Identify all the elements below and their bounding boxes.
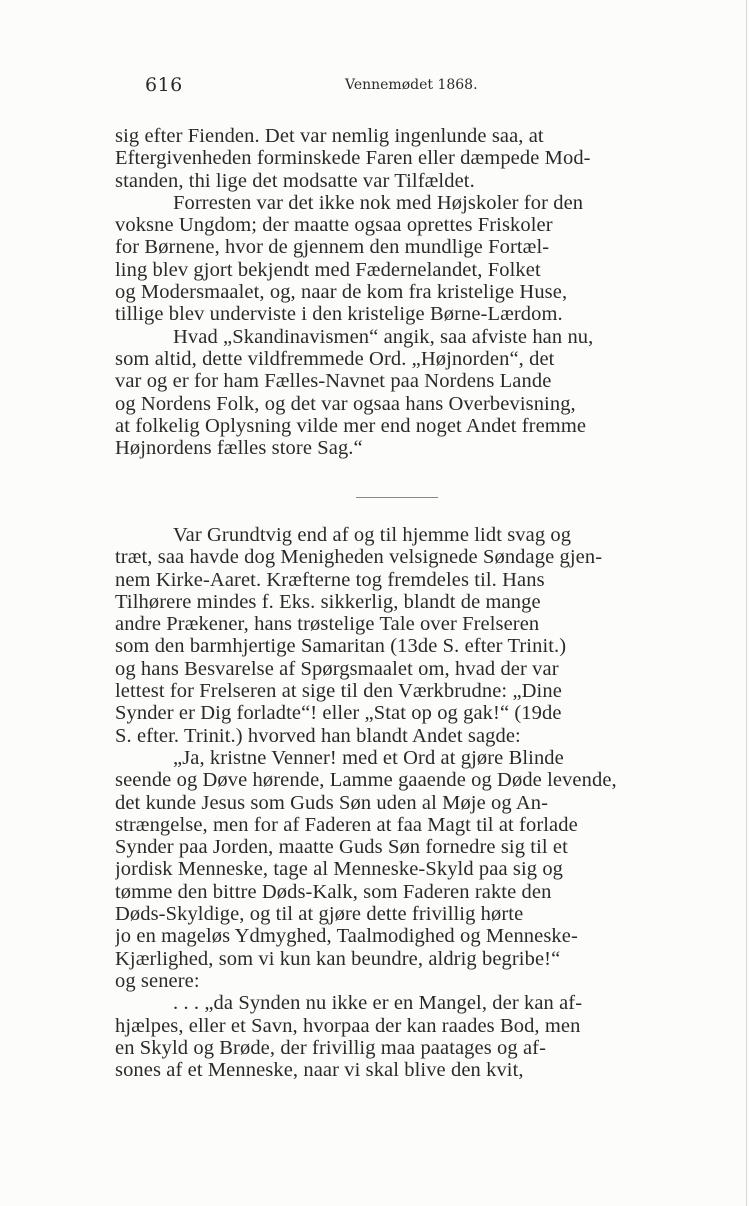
text-line: en Skyld og Brøde, der frivillig maa paatages og af-: [115, 1036, 547, 1059]
text-line: Eftergivenheden forminskede Faren eller dæmpede Mod-: [115, 147, 591, 170]
text-line: . . . „da Synden nu ikke er en Mangel, der kan af-: [173, 992, 583, 1015]
text-line: strængelse, men for af Faderen at faa Magt til at forlade: [115, 813, 578, 836]
text-line: Kjærlighed, som vi kun kan beundre, aldrig begribe!“: [115, 947, 561, 970]
text-line: nem Kirke-Aaret. Kræfterne tog fremdeles til. Hans: [115, 568, 545, 591]
text-line: „Ja, kristne Venner! med et Ord at gjøre Blinde: [173, 746, 564, 769]
page-header: [145, 74, 705, 102]
text-line: ling blev gjort bekjendt med Fædernelandet, Folket: [115, 258, 541, 281]
text-line: Hvad „Skandinavismen“ angik, saa afviste han nu,: [173, 325, 594, 348]
running-head: Vennemødet 1868.: [345, 77, 478, 93]
text-line: det kunde Jesus som Guds Søn uden al Møje og An-: [115, 791, 548, 814]
text-line: seende og Døve hørende, Lamme gaaende og Døde levende,: [115, 769, 617, 792]
page-edge: [746, 0, 747, 1206]
page-number: 616: [145, 74, 183, 96]
text-line: lettest for Frelseren at sige til den Værkbrudne: „Dine: [115, 680, 562, 703]
text-line: S. efter. Trinit.) hvorved han blandt Andet sagde:: [115, 724, 521, 747]
text-line: sones af et Menneske, naar vi skal blive den kvit,: [115, 1059, 524, 1082]
text-line: sig efter Fienden. Det var nemlig ingenlunde saa, at: [115, 125, 544, 147]
text-line: Var Grundtvig end af og til hjemme lidt svag og: [173, 524, 572, 546]
text-line: og senere:: [115, 969, 200, 992]
text-line: tillige blev underviste i den kristelige Børne-Lærdom.: [115, 303, 563, 326]
text-line: træt, saa havde dog Menigheden velsignede Søndage gjen-: [115, 546, 603, 569]
text-line: tømme den bittre Døds-Kalk, som Faderen rakte den: [115, 880, 552, 903]
text-line: voksne Ungdom; der maatte ogsaa oprettes Friskoler: [115, 214, 553, 237]
text-line: var og er for ham Fælles-Navnet paa Nordens Lande: [115, 370, 552, 393]
text-line: jordisk Menneske, tage al Menneske-Skyld paa sig og: [115, 858, 564, 881]
text-line: andre Prækener, hans trøstelige Tale over Frelseren: [115, 613, 540, 636]
paragraph-section-1: [115, 125, 710, 459]
paragraph-section-2: [115, 524, 710, 1081]
text-line: Døds-Skyldige, og til at gjøre dette frivillig hørte: [115, 903, 524, 926]
text-line: og Nordens Folk, og det var ogsaa hans Overbevisning,: [115, 392, 576, 415]
text-line: som altid, dette vildfremmede Ord. „Højnorden“, det: [115, 347, 555, 370]
text-line: som den barmhjertige Samaritan (13de S. efter Trinit.): [115, 635, 567, 658]
text-line: og hans Besvarelse af Spørgsmaalet om, hvad der var: [115, 657, 559, 680]
text-line: standen, thi lige det modsatte var Tilfældet.: [115, 169, 475, 192]
text-line: og Modersmaalet, og, naar de kom fra kristelige Huse,: [115, 281, 568, 304]
text-line: hjælpes, eller et Savn, hvorpaa der kan raades Bod, men: [115, 1014, 581, 1037]
text-line: Tilhørere mindes f. Eks. sikkerlig, blandt de mange: [115, 590, 541, 613]
text-line: jo en mageløs Ydmyghed, Taalmodighed og Menneske-: [115, 925, 578, 948]
text-line: at folkelig Oplysning vilde mer end noget Andet fremme: [115, 414, 587, 437]
text-line: Forresten var det ikke nok med Højskoler for den: [173, 191, 584, 214]
section-divider: [356, 497, 438, 498]
text-line: Synder paa Jorden, maatte Guds Søn fornedre sig til et: [115, 836, 568, 859]
text-line: Højnordens fælles store Sag.“: [115, 437, 363, 460]
text-line: for Børnene, hvor de gjennem den mundlige Fortæl-: [115, 236, 550, 259]
text-line: Synder er Dig forladte“! eller „Stat op og gak!“ (19de: [115, 702, 562, 725]
